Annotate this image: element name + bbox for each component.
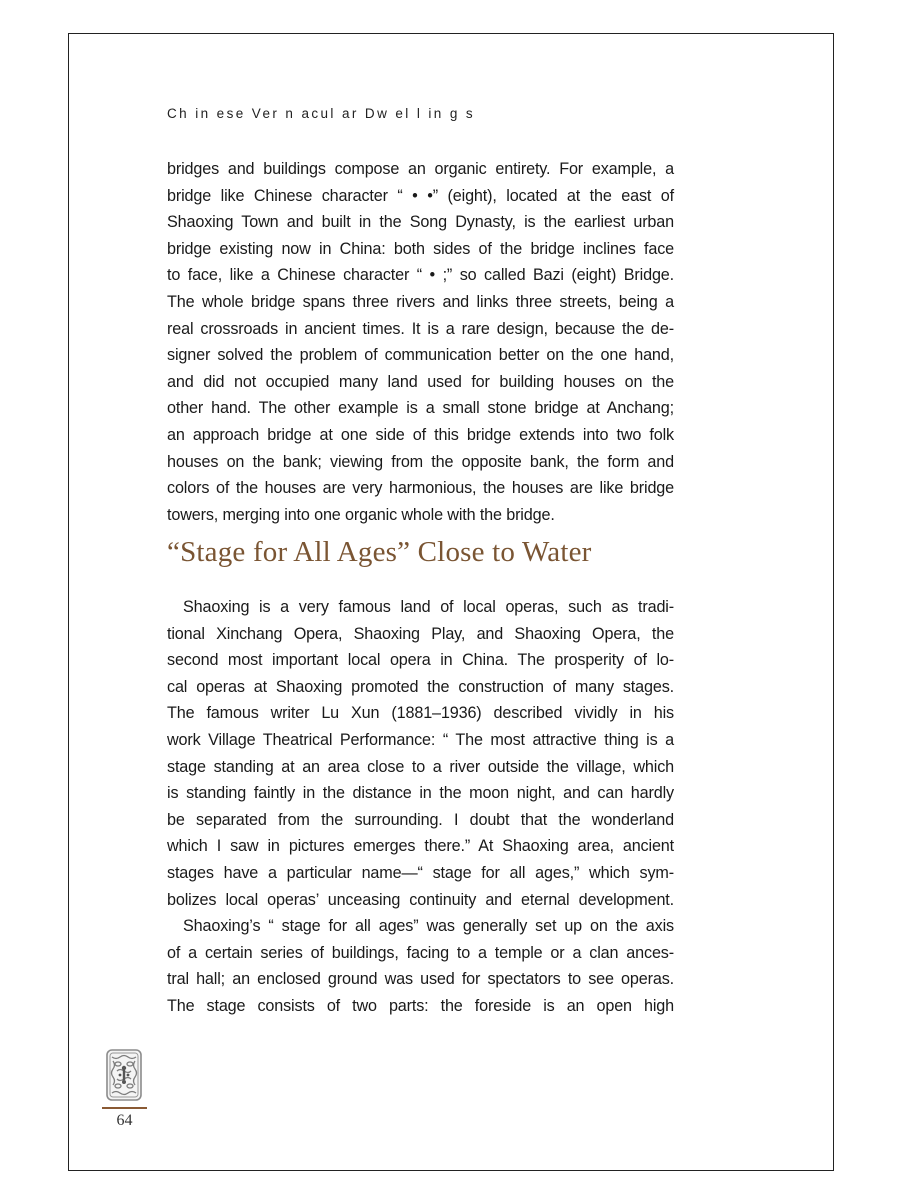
text-line: of a certain series of buildings, facing to a temple or a clan ances- — [167, 943, 674, 962]
text-line: bridge existing now in China: both sides of the bridge inclines face — [167, 239, 674, 258]
text-line: colors of the houses are very harmonious, the houses are like bridge — [167, 479, 674, 498]
text-line: is standing faintly in the distance in the moon night, and can hardly — [167, 784, 674, 803]
page-number-rule — [102, 1107, 147, 1109]
text-line: bolizes local operas’ unceasing continuity and eternal development. — [167, 890, 674, 909]
text-line: The famous writer Lu Xun (1881–1936) described vividly in his — [167, 704, 674, 723]
text-line: second most important local opera in China. The prosperity of lo- — [167, 651, 674, 670]
text-line: work Village Theatrical Performance: “ The most attractive thing is a — [167, 730, 674, 749]
text-line: tral hall; an enclosed ground was used for spectators to see operas. — [167, 970, 674, 989]
paragraph-stage-structure — [167, 913, 674, 1019]
running-head: Ch in ese Ver n acul ar Dw el l in g s — [167, 106, 476, 121]
text-line: cal operas at Shaoxing promoted the construction of many stages. — [167, 677, 674, 696]
text-line: other hand. The other example is a small stone bridge at Anchang; — [167, 399, 674, 418]
text-line: bridges and buildings compose an organic entirety. For example, a — [167, 160, 674, 178]
text-line: be separated from the surrounding. I doubt that the wonderland — [167, 810, 674, 829]
text-line: and did not occupied many land used for building houses on the — [167, 372, 674, 391]
text-line: The whole bridge spans three rivers and links three streets, being a — [167, 292, 674, 311]
section-body — [167, 594, 674, 1020]
text-line: which I saw in pictures emerges there.” At Shaoxing area, ancient — [167, 837, 674, 856]
text-line: Shaoxing Town and built in the Song Dynasty, is the earliest urban — [167, 213, 674, 232]
section-heading: “Stage for All Ages” Close to Water — [167, 536, 592, 568]
lattice-window-ornament-icon — [106, 1049, 142, 1101]
text-line: stages have a particular name—“ stage for all ages,” which sym- — [167, 863, 674, 882]
text-line: The stage consists of two parts: the foreside is an open high — [167, 996, 674, 1015]
text-line: Shaoxing’s “ stage for all ages” was generally set up on the axis — [183, 917, 674, 936]
page-number: 64 — [116, 1112, 133, 1129]
paragraph-shaoxing-operas — [167, 594, 674, 913]
text-line: an approach bridge at one side of this bridge extends into two folk — [167, 425, 674, 444]
text-line: real crossroads in ancient times. It is a rare design, because the de- — [167, 319, 674, 338]
paragraph-bridges — [167, 156, 674, 528]
text-line: towers, merging into one organic whole with the bridge. — [167, 505, 555, 524]
text-line: signer solved the problem of communication better on the one hand, — [167, 346, 674, 365]
text-line: stage standing at an area close to a river outside the village, which — [167, 757, 674, 776]
text-line: to face, like a Chinese character “ • ;” so called Bazi (eight) Bridge. — [167, 266, 674, 285]
text-line: bridge like Chinese character “ • •” (eight), located at the east of — [167, 186, 674, 205]
text-line: houses on the bank; viewing from the opposite bank, the form and — [167, 452, 674, 471]
text-line: Shaoxing is a very famous land of local operas, such as tradi- — [183, 598, 674, 616]
text-line: tional Xinchang Opera, Shaoxing Play, and Shaoxing Opera, the — [167, 624, 674, 643]
